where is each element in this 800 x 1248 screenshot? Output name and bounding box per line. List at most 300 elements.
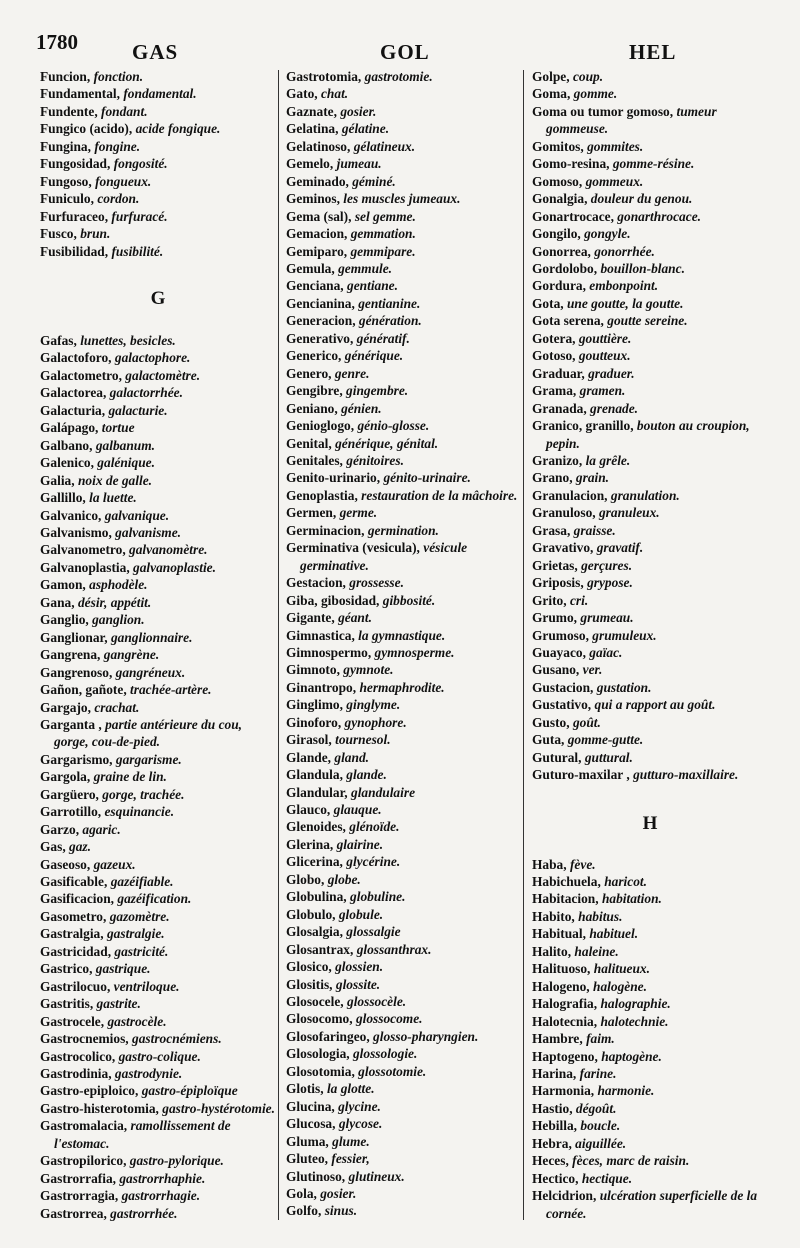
dictionary-entry xyxy=(40,68,276,85)
dictionary-entry xyxy=(286,1185,518,1202)
dictionary-entry xyxy=(40,190,276,207)
dictionary-entry xyxy=(40,611,276,628)
dictionary-entry xyxy=(532,522,768,539)
entry-translation: sinus. xyxy=(324,1203,358,1219)
entry-headword: Girasol, xyxy=(286,732,332,748)
entry-translation: haricot. xyxy=(604,874,647,890)
dictionary-entry xyxy=(532,679,768,696)
dictionary-entry xyxy=(286,243,518,260)
entry-translation: fondant. xyxy=(101,103,148,119)
entry-translation: agaric. xyxy=(82,821,121,837)
dictionary-entry xyxy=(286,1115,518,1132)
entry-translation: gorge, trachée. xyxy=(102,786,185,802)
dictionary-entry xyxy=(40,454,276,471)
dictionary-entry xyxy=(532,873,768,890)
entry-headword: Haptogeno, xyxy=(532,1048,598,1064)
dictionary-entry xyxy=(532,766,768,783)
entry-translation: glandulaire xyxy=(351,784,416,800)
entry-translation: gélatineux. xyxy=(353,138,416,154)
entry-headword: Gargarismo, xyxy=(40,751,113,767)
entry-headword: Golfo, xyxy=(286,1203,322,1219)
entry-headword: Halito, xyxy=(532,943,572,959)
dictionary-entry xyxy=(40,1013,276,1030)
entry-translation: glossologie. xyxy=(352,1046,418,1062)
dictionary-entry xyxy=(286,68,518,85)
dictionary-entry xyxy=(286,784,518,801)
page-number: 1780 xyxy=(36,30,78,54)
entry-translation: gomme-résine. xyxy=(612,156,695,172)
entry-translation: jumeau. xyxy=(336,156,382,172)
entry-translation: granuleux. xyxy=(598,505,660,521)
entry-headword: Glutinoso, xyxy=(286,1168,346,1184)
entry-headword: Gimnastica, xyxy=(286,627,355,643)
entry-translation: désir, appétit. xyxy=(77,594,152,610)
entry-headword: Genito-urinario, xyxy=(286,470,381,486)
column-divider xyxy=(278,70,279,1220)
entry-translation: gastrodynie. xyxy=(114,1066,183,1082)
dictionary-entry xyxy=(532,400,768,417)
entry-translation: hectique. xyxy=(581,1170,633,1186)
entry-translation: embonpoint. xyxy=(589,278,659,294)
dictionary-entry xyxy=(532,856,768,873)
dictionary-entry xyxy=(286,906,518,923)
entry-headword: Halituoso, xyxy=(532,961,591,977)
entry-translation: gastrotomie. xyxy=(364,69,433,84)
entry-headword: Graduar, xyxy=(532,365,585,381)
entry-headword: Gastrico, xyxy=(40,961,93,977)
dictionary-entry xyxy=(532,277,768,294)
entry-headword: Habichuela, xyxy=(532,874,601,890)
entry-translation: gazeux. xyxy=(93,856,136,872)
entry-headword: Ganglionar, xyxy=(40,629,108,645)
entry-translation: grumeau. xyxy=(580,610,634,626)
dictionary-entry xyxy=(286,330,518,347)
entry-headword: Grano, xyxy=(532,470,573,486)
entry-headword: Glotis, xyxy=(286,1081,324,1097)
dictionary-entry xyxy=(40,908,276,925)
entry-translation: germe. xyxy=(339,505,378,521)
entry-translation: gramen. xyxy=(579,383,626,399)
dictionary-entry xyxy=(286,382,518,399)
dictionary-entry xyxy=(40,646,276,663)
dictionary-entry xyxy=(286,679,518,696)
entry-headword: Habitacion, xyxy=(532,891,599,907)
entry-translation: la luette. xyxy=(89,490,137,506)
entry-headword: Gaznate, xyxy=(286,103,337,119)
entry-headword: Glosologia, xyxy=(286,1046,350,1062)
entry-translation: glossotomie. xyxy=(358,1063,427,1079)
entry-translation: graduer. xyxy=(588,365,635,381)
dictionary-entry xyxy=(286,923,518,940)
dictionary-entry xyxy=(40,768,276,785)
entry-translation: gutturo-maxillaire. xyxy=(633,767,739,783)
dictionary-entry xyxy=(286,976,518,993)
entry-headword: Gallillo, xyxy=(40,490,86,506)
entry-headword: Gluteo, xyxy=(286,1151,329,1167)
entry-translation: ulcération superficielle de la cornée. xyxy=(546,1188,758,1221)
dictionary-entry xyxy=(40,1205,276,1222)
entry-translation: gongyle. xyxy=(584,226,631,242)
entry-headword: Fundamental, xyxy=(40,86,120,102)
entry-headword: Gastrocolico, xyxy=(40,1048,116,1064)
entry-headword: Globulina, xyxy=(286,889,347,905)
dictionary-entry xyxy=(532,365,768,382)
dictionary-entry xyxy=(286,190,518,207)
entry-headword: Fungina, xyxy=(40,138,91,154)
entry-translation: boucle. xyxy=(580,1118,621,1134)
entry-headword: Geniano, xyxy=(286,400,338,416)
dictionary-entry xyxy=(286,85,518,102)
entry-translation: qui a rapport au goût. xyxy=(594,697,716,713)
dictionary-entry xyxy=(40,349,276,366)
entry-translation: gouttière. xyxy=(578,330,632,346)
dictionary-entry xyxy=(286,277,518,294)
entry-headword: Galia, xyxy=(40,472,75,488)
dictionary-entry xyxy=(40,208,276,225)
dictionary-entry xyxy=(40,873,276,890)
entry-translation: glume. xyxy=(332,1133,370,1149)
entry-headword: Harmonia, xyxy=(532,1083,595,1099)
dictionary-entry xyxy=(286,504,518,521)
entry-translation: gastrorrhagie. xyxy=(121,1188,201,1204)
entry-translation: hermaphrodite. xyxy=(359,679,445,695)
entry-translation: gangréneux. xyxy=(115,664,186,680)
dictionary-entry xyxy=(532,330,768,347)
dictionary-entry xyxy=(286,818,518,835)
dictionary-entry xyxy=(532,592,768,609)
dictionary-entry xyxy=(40,1082,276,1099)
entry-headword: Hebilla, xyxy=(532,1118,578,1134)
dictionary-entry xyxy=(532,1030,768,1047)
entry-headword: Globo, xyxy=(286,871,325,887)
entry-translation: fondamental. xyxy=(123,86,197,102)
dictionary-entry xyxy=(286,731,518,748)
dictionary-entry xyxy=(286,661,518,678)
section-letter: G xyxy=(150,287,166,309)
entry-headword: Galvanico, xyxy=(40,507,102,523)
section-letter: H xyxy=(642,812,658,834)
entry-headword: Glauco, xyxy=(286,802,331,818)
dictionary-entry xyxy=(286,295,518,312)
dictionary-entry xyxy=(286,1010,518,1027)
entry-headword: Gana, xyxy=(40,594,75,610)
dictionary-entry xyxy=(286,714,518,731)
entry-translation: ventriloque. xyxy=(113,978,180,994)
entry-translation: bouillon-blanc. xyxy=(600,260,685,276)
entry-translation: génération. xyxy=(358,313,422,329)
entry-headword: Genioglogo, xyxy=(286,418,355,434)
entry-translation: galacturie. xyxy=(108,402,168,418)
entry-translation: galvanoplastie. xyxy=(133,559,216,575)
entry-headword: Gemacion, xyxy=(286,226,348,242)
entry-translation: génio-glosse. xyxy=(357,418,430,434)
entry-translation: glairine. xyxy=(336,836,384,852)
entry-translation: cri. xyxy=(569,592,589,608)
entry-translation: haleine. xyxy=(574,943,619,959)
dictionary-entry xyxy=(532,1152,768,1169)
dictionary-entry xyxy=(40,524,276,541)
entry-headword: Glerina, xyxy=(286,836,334,852)
entry-headword: Gonartrocace, xyxy=(532,208,614,224)
entry-translation: glossocèle. xyxy=(347,994,407,1010)
entry-translation: halogène. xyxy=(593,978,647,994)
entry-translation: glossocome. xyxy=(355,1011,423,1027)
entry-translation: générique. xyxy=(344,348,404,364)
entry-translation: asphodèle. xyxy=(89,577,148,593)
entry-translation: granulation. xyxy=(610,487,680,503)
entry-headword: Geminado, xyxy=(286,173,349,189)
entry-translation: gastrorrhaphie. xyxy=(119,1170,206,1186)
entry-headword: Ginglimo, xyxy=(286,697,343,713)
dictionary-entry xyxy=(40,1048,276,1065)
entry-headword: Gomitos, xyxy=(532,138,584,154)
entry-headword: Gelatinoso, xyxy=(286,138,351,154)
dictionary-entry xyxy=(286,225,518,242)
entry-translation: gemmipare. xyxy=(350,243,416,259)
entry-headword: Funiculo, xyxy=(40,191,94,207)
dictionary-entry xyxy=(40,960,276,977)
entry-headword: Gongilo, xyxy=(532,226,581,242)
entry-headword: Gotera, xyxy=(532,330,576,346)
entry-headword: Glenoides, xyxy=(286,819,346,835)
dictionary-entry xyxy=(40,856,276,873)
entry-headword: Funcion, xyxy=(40,69,91,84)
entry-translation: graisse. xyxy=(573,522,616,538)
dictionary-entry xyxy=(532,627,768,644)
entry-headword: Gota serena, xyxy=(532,313,604,329)
entry-headword: Grumo, xyxy=(532,610,578,626)
entry-headword: Gastrorrafia, xyxy=(40,1170,116,1186)
entry-headword: Gafas, xyxy=(40,332,77,348)
entry-headword: Gastrorrea, xyxy=(40,1205,107,1221)
entry-translation: globuline. xyxy=(350,889,406,905)
entry-headword: Gema (sal), xyxy=(286,208,352,224)
dictionary-entry xyxy=(40,786,276,803)
dictionary-entry xyxy=(532,960,768,977)
dictionary-entry xyxy=(40,664,276,681)
running-head-center: GOL xyxy=(380,40,430,64)
entry-headword: Grumoso, xyxy=(532,627,589,643)
dictionary-entry xyxy=(532,925,768,942)
dictionary-entry xyxy=(532,469,768,486)
entry-headword: Gastralgia, xyxy=(40,926,104,942)
entry-translation: gosier. xyxy=(320,1186,357,1201)
dictionary-entry xyxy=(40,751,276,768)
entry-translation: glénoïde. xyxy=(349,819,400,835)
dictionary-entry xyxy=(532,260,768,277)
entry-headword: Generacion, xyxy=(286,313,356,329)
entry-translation: génito-urinaire. xyxy=(383,470,471,486)
entry-headword: Gravativo, xyxy=(532,540,594,556)
entry-headword: Genciana, xyxy=(286,278,344,294)
entry-headword: Gutural, xyxy=(532,749,582,765)
dictionary-entry xyxy=(286,1045,518,1062)
entry-headword: Genero, xyxy=(286,365,332,381)
entry-headword: Ginoforo, xyxy=(286,714,342,730)
dictionary-entry xyxy=(40,103,276,120)
entry-headword: Glosico, xyxy=(286,959,332,975)
dictionary-entry xyxy=(532,539,768,556)
entry-translation: gustation. xyxy=(596,679,652,695)
entry-headword: Galactometro, xyxy=(40,367,122,383)
dictionary-entry xyxy=(532,978,768,995)
entry-headword: Heces, xyxy=(532,1153,569,1169)
entry-translation: la grêle. xyxy=(585,452,631,468)
dictionary-entry xyxy=(532,103,768,138)
entry-translation: gynophore. xyxy=(344,714,407,730)
dictionary-entry xyxy=(40,507,276,524)
dictionary-entry xyxy=(532,574,768,591)
entry-headword: Geminos, xyxy=(286,191,340,207)
dictionary-entry xyxy=(286,749,518,766)
entry-headword: Gotoso, xyxy=(532,348,576,364)
entry-translation: douleur du genou. xyxy=(590,191,693,207)
entry-headword: Gemiparo, xyxy=(286,243,348,259)
entry-translation: cordon. xyxy=(97,191,140,207)
dictionary-entry xyxy=(532,504,768,521)
entry-translation: galvanisme. xyxy=(115,524,182,540)
entry-headword: Germen, xyxy=(286,505,337,521)
dictionary-entry xyxy=(532,749,768,766)
dictionary-entry xyxy=(40,995,276,1012)
dictionary-entry xyxy=(286,871,518,888)
entry-translation: fusibilité. xyxy=(111,243,164,259)
entry-headword: Gordolobo, xyxy=(532,260,598,276)
entry-translation: géminé. xyxy=(352,173,396,189)
entry-headword: Granuloso, xyxy=(532,505,596,521)
entry-headword: Gastrotomia, xyxy=(286,69,362,84)
entry-headword: Hectico, xyxy=(532,1170,579,1186)
entry-translation: coup. xyxy=(572,69,604,84)
dictionary-entry xyxy=(40,821,276,838)
dictionary-entry xyxy=(532,138,768,155)
entry-translation: gastrique. xyxy=(95,961,151,977)
entry-translation: goutte sereine. xyxy=(607,313,688,329)
column-divider xyxy=(523,70,524,1220)
dictionary-entry xyxy=(40,1100,276,1117)
entry-headword: Glandula, xyxy=(286,767,343,783)
entry-translation: fèces, marc de raisin. xyxy=(572,1153,690,1169)
dictionary-entry xyxy=(286,1063,518,1080)
entry-translation: crachat. xyxy=(94,699,140,715)
dictionary-entry xyxy=(532,417,768,452)
dictionary-entry xyxy=(286,1028,518,1045)
dictionary-entry xyxy=(286,487,518,504)
entry-translation: gaïac. xyxy=(589,644,623,660)
dictionary-entry xyxy=(40,943,276,960)
entry-headword: Gestacion, xyxy=(286,575,346,591)
entry-headword: Gonalgia, xyxy=(532,191,588,207)
entry-translation: aiguillée. xyxy=(575,1135,627,1151)
entry-headword: Harina, xyxy=(532,1066,577,1082)
dictionary-entry xyxy=(286,1098,518,1115)
entry-headword: Garganta , xyxy=(40,716,102,732)
dictionary-entry xyxy=(40,716,276,751)
column-right xyxy=(532,68,768,1222)
entry-headword: Granizo, xyxy=(532,452,583,468)
entry-translation: galvanique. xyxy=(104,507,170,523)
entry-headword: Helcidrion, xyxy=(532,1188,597,1204)
entry-translation: ganglion. xyxy=(92,612,145,628)
entry-translation: gastrocèle. xyxy=(107,1013,167,1029)
entry-headword: Griposis, xyxy=(532,575,584,591)
dictionary-entry xyxy=(286,1150,518,1167)
dictionary-entry xyxy=(532,714,768,731)
dictionary-entry xyxy=(532,995,768,1012)
dictionary-entry xyxy=(40,85,276,102)
entry-translation: gazéifiable. xyxy=(110,874,174,890)
entry-translation: fongueux. xyxy=(95,173,152,189)
entry-headword: Gasificable, xyxy=(40,874,108,890)
entry-headword: Grasa, xyxy=(532,522,571,538)
entry-translation: générique, génital. xyxy=(335,435,439,451)
entry-headword: Gañon, gañote, xyxy=(40,682,127,698)
entry-headword: Fungico (acido), xyxy=(40,121,133,137)
entry-headword: Glandular, xyxy=(286,784,348,800)
entry-translation: restauration de la mâchoire. xyxy=(361,487,518,503)
dictionary-entry xyxy=(532,609,768,626)
entry-headword: Gargüero, xyxy=(40,786,99,802)
dictionary-entry xyxy=(286,696,518,713)
entry-headword: Galvanismo, xyxy=(40,524,112,540)
entry-headword: Garzo, xyxy=(40,821,80,837)
dictionary-entry xyxy=(286,766,518,783)
entry-headword: Gamon, xyxy=(40,577,86,593)
entry-translation: globe. xyxy=(327,871,361,887)
entry-headword: Gastromalacia, xyxy=(40,1118,128,1134)
entry-headword: Gonorrea, xyxy=(532,243,591,259)
dictionary-entry xyxy=(532,1135,768,1152)
entry-headword: Gimnoto, xyxy=(286,662,340,678)
dictionary-entry xyxy=(286,539,518,574)
entry-headword: Globulo, xyxy=(286,906,336,922)
entry-translation: gazomètre. xyxy=(109,908,170,924)
entry-translation: goutteux. xyxy=(578,348,631,364)
dictionary-entry xyxy=(532,1117,768,1134)
entry-translation: glauque. xyxy=(333,802,382,818)
entry-translation: germination. xyxy=(367,522,439,538)
entry-translation: galvanomètre. xyxy=(129,542,208,558)
entry-translation: halitueux. xyxy=(593,961,650,977)
entry-translation: gastrorrhée. xyxy=(110,1205,178,1221)
entry-translation: galbanum. xyxy=(95,437,155,453)
entry-translation: gingembre. xyxy=(346,383,409,399)
dictionary-entry xyxy=(532,890,768,907)
entry-translation: galactorrhée. xyxy=(109,385,183,401)
entry-translation: glycérine. xyxy=(346,854,401,870)
entry-headword: Granulacion, xyxy=(532,487,608,503)
dictionary-entry xyxy=(286,138,518,155)
dictionary-entry xyxy=(286,365,518,382)
dictionary-entry xyxy=(40,120,276,137)
entry-translation: trachée-artère. xyxy=(130,682,212,698)
dictionary-entry xyxy=(532,312,768,329)
entry-headword: Gustacion, xyxy=(532,679,594,695)
entry-headword: Gastrodinia, xyxy=(40,1066,112,1082)
entry-headword: Glande, xyxy=(286,749,332,765)
entry-translation: genre. xyxy=(334,365,370,381)
entry-headword: Grietas, xyxy=(532,557,578,573)
entry-headword: Guayaco, xyxy=(532,644,586,660)
dictionary-entry xyxy=(40,681,276,698)
dictionary-entry xyxy=(286,347,518,364)
dictionary-entry xyxy=(286,400,518,417)
column-left xyxy=(40,68,276,1222)
dictionary-entry xyxy=(40,1170,276,1187)
entry-headword: Gasometro, xyxy=(40,908,107,924)
entry-translation: gemmule. xyxy=(338,260,393,276)
dictionary-entry xyxy=(286,1080,518,1097)
